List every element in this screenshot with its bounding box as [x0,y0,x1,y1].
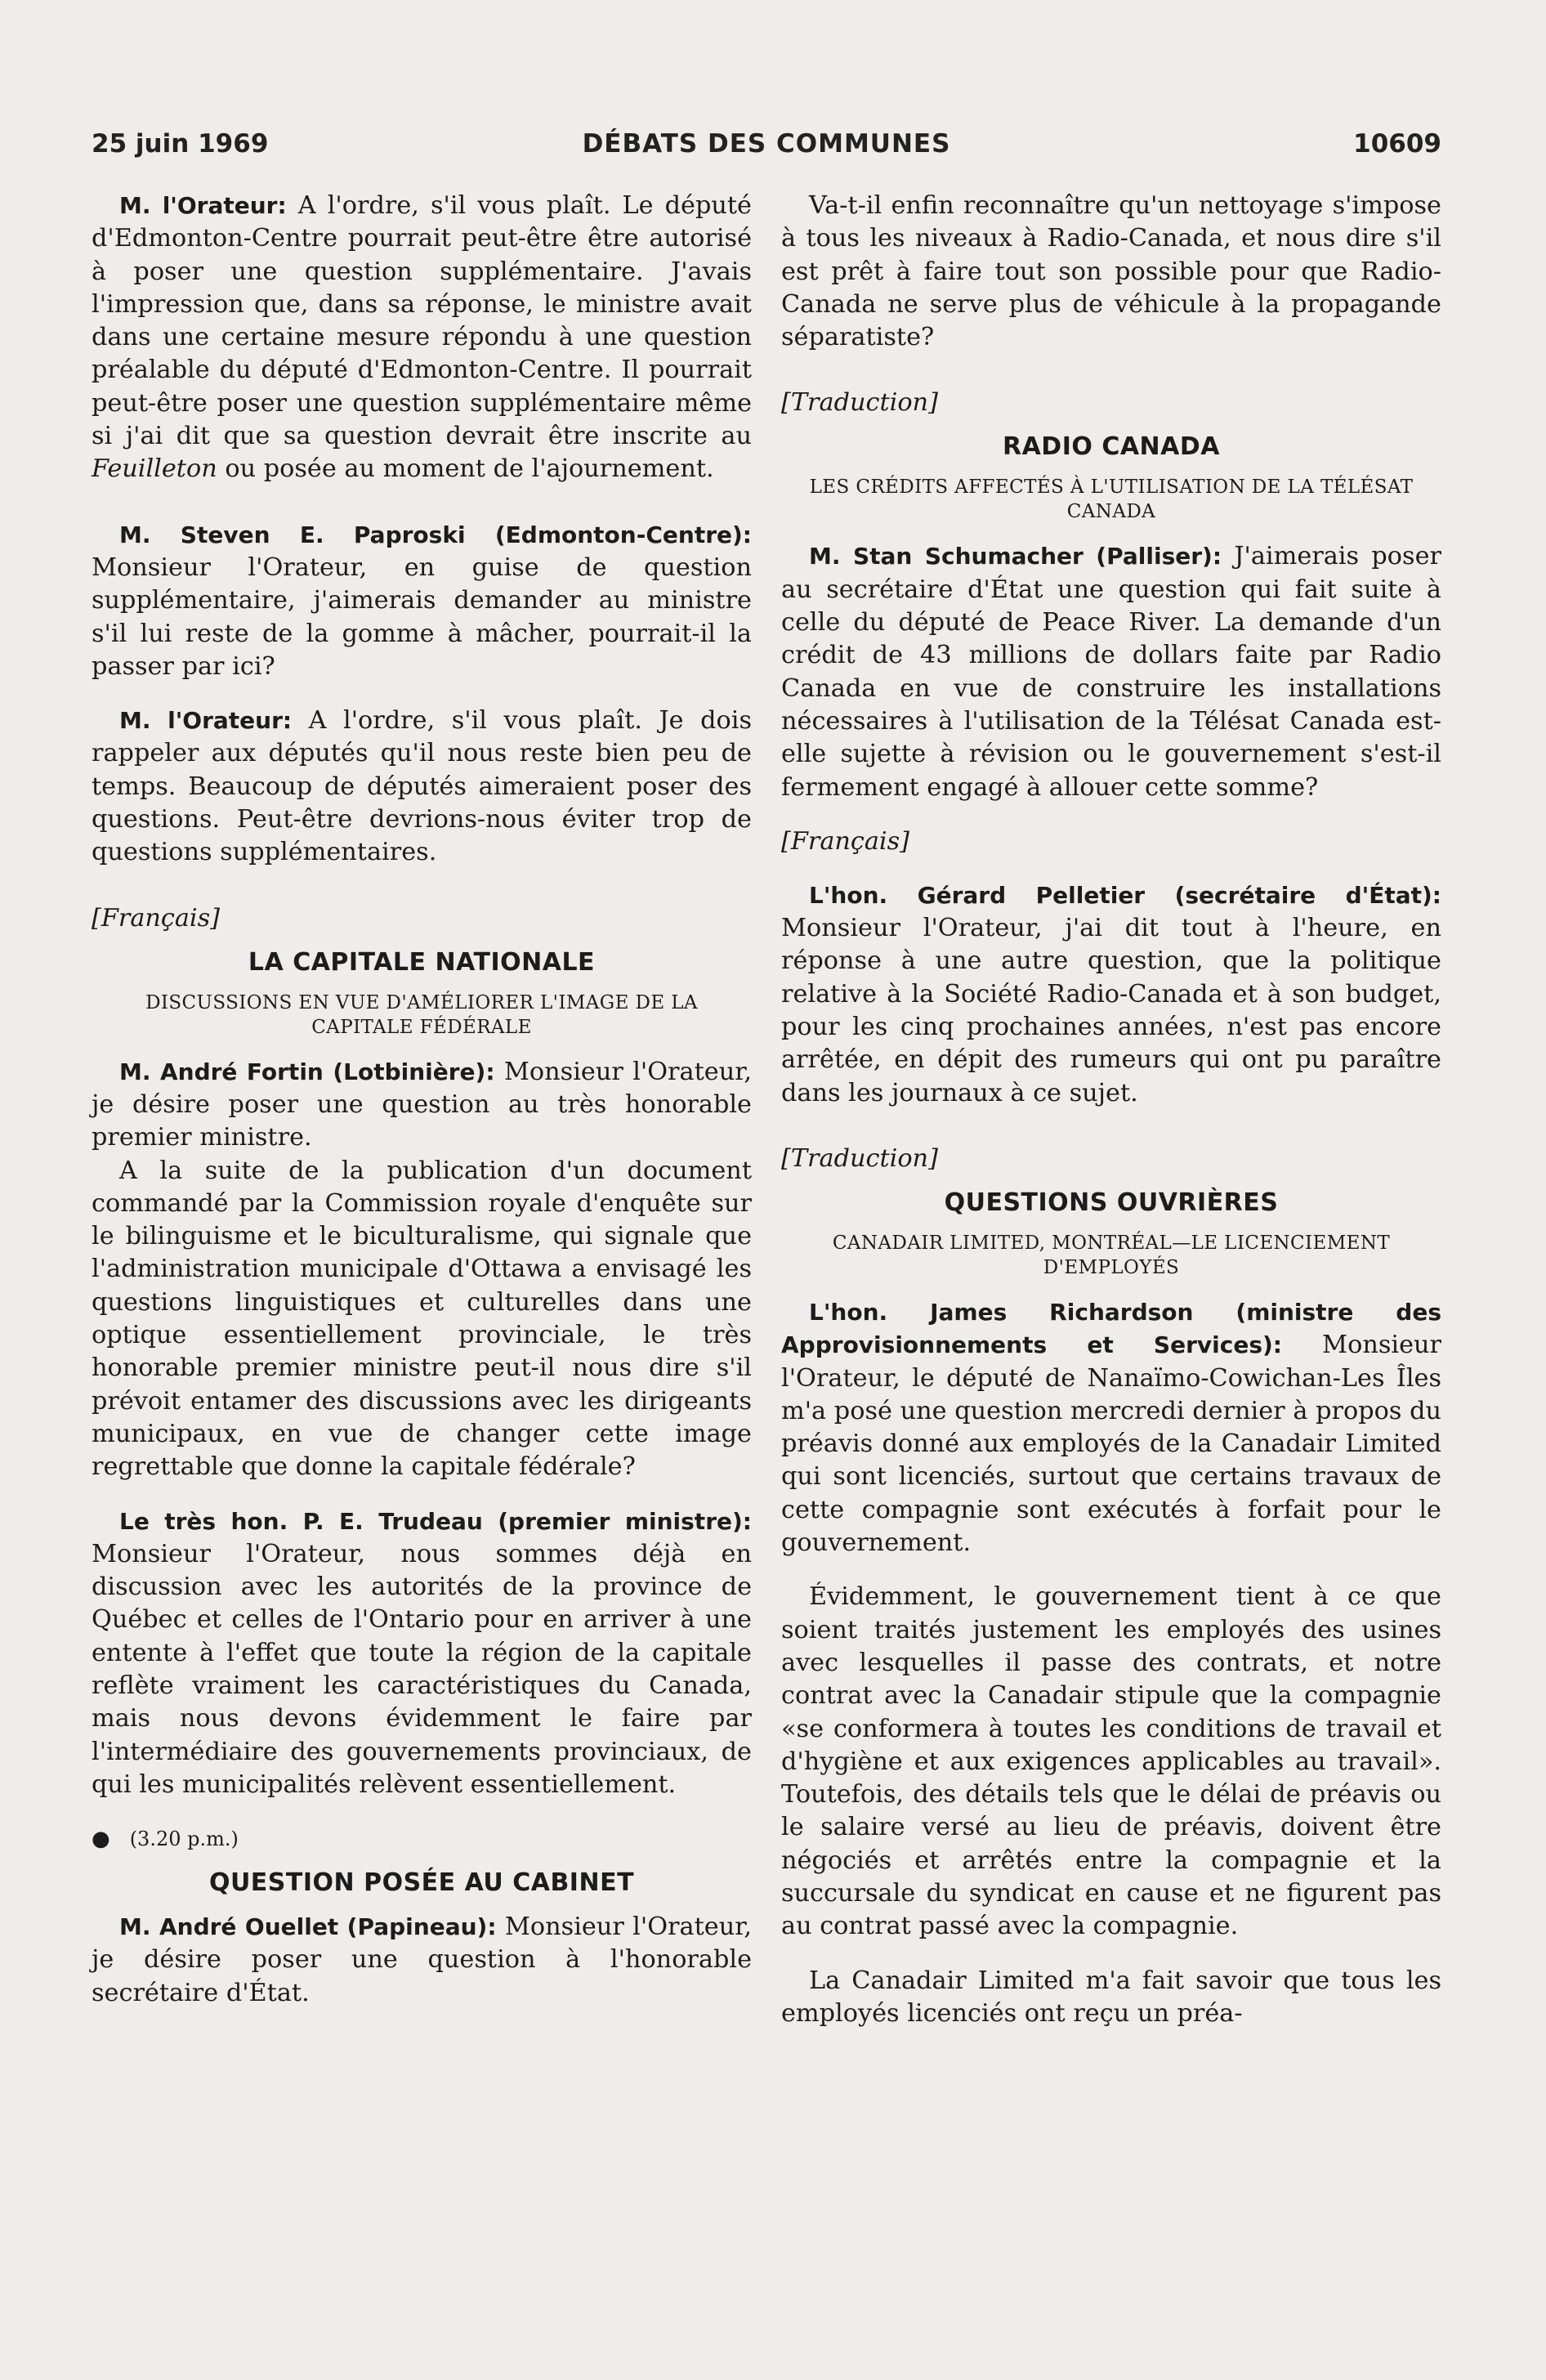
header-title: DÉBATS DES COMMUNES [582,129,951,159]
paragraph-text: Monsieur l'Orateur, le député de Nanaïmo-Cowichan-Les Îles m'a posé une question mercredi dernier à propos du préavis donné aux employés de la Canadair Limited qui sont licenciés, surtout que certains travaux de cette compagnie sont exécutés à forfait pour le gouvernement. [781,1331,1441,1558]
paragraph-text-end: ou posée au moment de l'ajournement. [217,454,714,484]
header-date: 25 juin 1969 [92,129,269,159]
paragraph [92,519,752,683]
paragraph-text: Monsieur l'Orateur, en guise de question supplémentaire, j'aimerais demander au ministre s'il lui reste de la gomme à mâcher, pourrait-il la passer par ici? [92,552,752,681]
paragraph [92,1056,752,1155]
paragraph [92,1911,752,2010]
paragraph-text: J'aimerais poser au secrétaire d'État une question qui fait suite à celle du député de Peace River. La demande d'un crédit de 43 millions de dollars faite par Radio Canada en vue de construire les installations nécessaires à l'utilisation de la Télésat Canada est-elle sujette à révision ou le gouvernement s'est-il fermement engagé à allouer cette somme? [781,542,1441,802]
speaker-name: M. l'Orateur: [119,192,287,219]
speaker-name: L'hon. James Richardson (ministre des Approvisionnements et Services): [781,1298,1441,1359]
language-tag: [Français] [781,826,909,856]
page-header [92,129,1441,165]
speaker-name: M. Stan Schumacher (Palliser): [809,543,1222,570]
speaker-name: M. André Fortin (Lotbinière): [119,1058,495,1085]
paragraph [92,190,752,486]
paragraph [92,1155,752,1484]
speaker-name: Le très hon. P. E. Trudeau (premier ministre): [119,1507,752,1535]
section-heading: LA CAPITALE NATIONALE [248,947,596,977]
paragraph [781,879,1441,1110]
section-heading: RADIO CANADA [1002,432,1220,462]
speaker-name: M. André Ouellet (Papineau): [119,1913,497,1941]
section-subheading: LES CRÉDITS AFFECTÉS À L'UTILISATION DE LA TÉLÉSAT CANADA [809,476,1414,523]
paragraph [781,1965,1441,2031]
paragraph-text: La Canadair Limited m'a fait savoir que tous les employés licenciés ont reçu un préa- [781,1966,1441,2028]
header-page-number: 10609 [1353,129,1441,159]
right-column [781,190,1441,2030]
paragraph-text: A l'ordre, s'il vous plaît. Je dois rappeler aux députés qu'il nous reste bien peu de temps. Beaucoup de députés aimeraient poser des questions. Peut-être devrions-nous éviter trop de questions supplémentaires. [92,706,752,867]
language-tag: [Français] [92,903,220,933]
paragraph [92,1505,752,1802]
paragraph-text: Évidemment, le gouvernement tient à ce que soient traités justement les employés des usines avec lesquelles il passe des contrats, et notre contrat avec la Canadair stipule que la compagnie «se conformera à toutes les conditions de travail et d'hygiène et aux exigences applicables au travail». Toutefois, des détails tels que le délai de préavis ou le salaire versé au lieu de préavis, doivent être négociés et arrêtés entre la compagnie et la succursale du syndicat en cause et ne figurent pas au contrat passé avec la compagnie. [781,1582,1441,1941]
speaker-name: L'hon. Gérard Pelletier (secrétaire d'État): [809,881,1441,909]
speaker-name: M. Steven E. Paproski (Edmonton-Centre): [119,521,752,548]
time-marker-text: (3.20 p.m.) [129,1828,239,1851]
paragraph-text: Va-t-il enfin reconnaître qu'un nettoyage s'impose à tous les niveaux à Radio-Canada, et nous dire s'il est prêt à faire tout son possible pour que Radio-Canada ne serve plus de véhicule à la propagande séparatiste? [781,191,1441,352]
section-subheading: CANADAIR LIMITED, MONTRÉAL—LE LICENCIEMENT D'EMPLOYÉS [832,1232,1391,1278]
paragraph-text: Monsieur l'Orateur, j'ai dit tout à l'heure, en réponse à une autre question, que la politique relative à la Société Radio-Canada et à son budget, pour les cinq prochaines années, n'est pas encore arrêtée, en dépit des rumeurs qui ont pu paraître dans les journaux à ce sujet. [781,914,1441,1107]
paragraph-text: A l'ordre, s'il vous plaît. Le député d'Edmonton-Centre pourrait peut-être être autorisé à poser une question supplémentaire. J'avais l'impression que, dans sa réponse, le ministre avait dans une certaine mesure répondu à une question préalable du député d'Edmonton-Centre. Il pourrait peut-être poser une question supplémentaire même si j'ai dit que sa question devrait être inscrite au [92,191,752,451]
paragraph-italic: Feuilleton [92,454,217,484]
section-heading: QUESTION POSÉE AU CABINET [208,1868,635,1898]
paragraph [781,1296,1441,1559]
speaker-name: M. l'Orateur: [119,707,293,735]
paragraph-text: Monsieur l'Orateur, je désire poser une question à l'honorable secrétaire d'État. [92,1912,752,2007]
time-marker [92,1823,752,1855]
left-column [92,190,752,2010]
paragraph [781,1581,1441,1943]
paragraph-text: Monsieur l'Orateur, nous sommes déjà en discussion avec les autorités de la province de Québec et celles de l'Ontario pour en arriver à une entente à l'effet que toute la région de la capitale reflète vraiment les caractéristiques du Canada, mais nous devons évidemment le faire par l'intermédiaire des gouvernements provinciaux, de qui les municipalités relèvent essentiellement. [92,1539,752,1799]
language-tag: [Traduction] [781,388,938,418]
bullet-icon: ● [92,1827,110,1852]
paragraph-text: Monsieur l'Orateur, je désire poser une question au très honorable premier ministre. [92,1057,752,1152]
paragraph-text: A la suite de la publication d'un document commandé par la Commission royale d'enquête sur le bilinguisme et le biculturalisme, qui signale que l'administration municipale d'Ottawa a envisagé les questions linguistiques et culturelles dans une optique essentiellement provinciale, le très honorable premier ministre peut-il nous dire s'il prévoit entamer des discussions avec les dirigeants municipaux, en vue de changer cette image regrettable que donne la capitale fédérale? [92,1156,752,1482]
paragraph [781,190,1441,354]
section-heading: QUESTIONS OUVRIÈRES [944,1188,1279,1217]
paragraph [92,705,752,869]
language-tag: [Traduction] [781,1143,938,1173]
section-subheading: DISCUSSIONS EN VUE D'AMÉLIORER L'IMAGE DE LA CAPITALE FÉDÉRALE [145,991,698,1038]
paragraph [781,540,1441,803]
